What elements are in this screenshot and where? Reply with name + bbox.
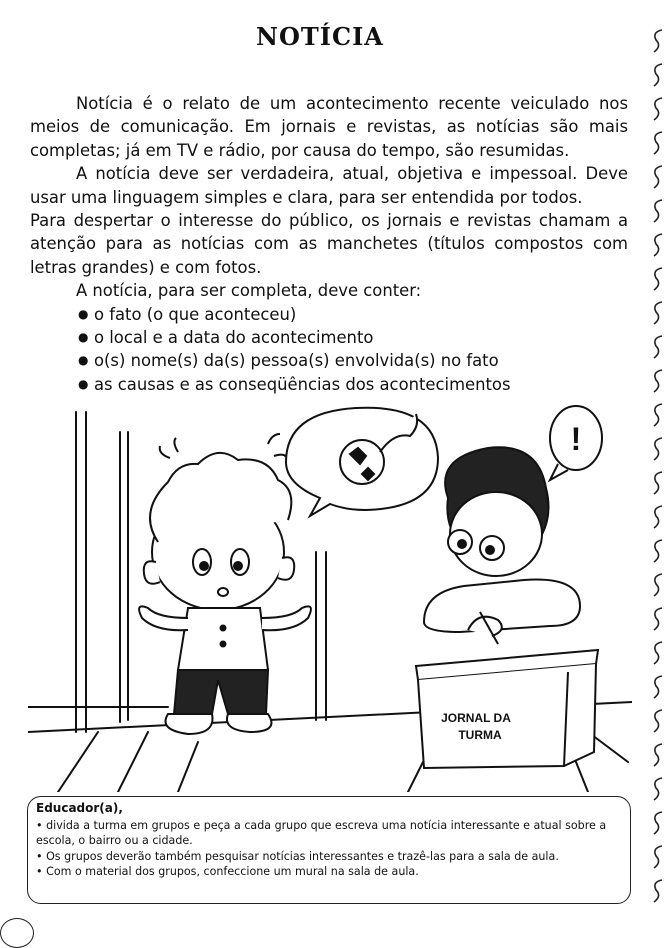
list-item: ● o local e a data do acontecimento <box>78 326 628 349</box>
thought-bubble <box>286 408 438 516</box>
exclamation-mark: ! <box>570 421 582 457</box>
paragraph: Notícia é o relato de um acontecimento recente veiculado nos meios de comunicação. Em jornais e revistas, as notícias são mais completas; já em TV e rádio, por causa do tempo, são resumidas. <box>30 94 628 160</box>
educator-item-text: Os grupos deverão também pesquisar notícias interessantes e trazê-las para a sala de aula. <box>46 849 559 863</box>
desk-sign-line-1: JORNAL DA <box>441 711 511 725</box>
educator-title: Educador(a), <box>36 801 123 815</box>
page-title: NOTÍCIA <box>256 22 384 51</box>
list-item: ● o fato (o que aconteceu) <box>78 303 628 326</box>
educator-item-text: Com o material dos grupos, confeccione um mural na sala de aula. <box>46 865 419 878</box>
educator-item: • Os grupos deverão também pesquisar notícias interessantes e trazê-las para a sala de aula. <box>36 849 559 863</box>
educator-item-text: divida a turma em grupos e peça a cada grupo que escreva uma notícia interessante e atual sobre a escola, o bairro ou a cidade. <box>36 818 607 847</box>
educator-item: • Com o material dos grupos, confeccione um mural na sala de aula. <box>36 865 419 878</box>
list-item: ● as causas e as conseqüências dos acontecimentos <box>78 373 628 396</box>
bullet-list <box>30 303 628 397</box>
paragraph: Para despertar o interesse do público, os jornais e revistas chamam a atenção para as notícias com as manchetes (títulos compostos com letras grandes) e com fotos. <box>30 211 628 277</box>
boy-figure <box>139 434 311 734</box>
educator-note <box>27 796 631 904</box>
paragraph: A notícia deve ser verdadeira, atual, objetiva e impessoal. Deve usar uma linguagem simples e clara, para ser entendida por todos. <box>30 164 628 207</box>
desk-sign-line-2: TURMA <box>458 728 502 742</box>
page-number-badge <box>0 918 34 948</box>
paragraph: A notícia, para ser completa, deve conter: <box>76 281 422 301</box>
illustration <box>28 402 632 792</box>
educator-item: • divida a turma em grupos e peça a cada grupo que escreva uma notícia interessante e atual sobre a escola, o bairro ou a cidade. <box>36 818 607 847</box>
article-body <box>30 92 628 396</box>
list-item: ● o(s) nome(s) da(s) pessoa(s) envolvida(s) no fato <box>78 349 628 372</box>
spiral-binding <box>628 0 668 934</box>
